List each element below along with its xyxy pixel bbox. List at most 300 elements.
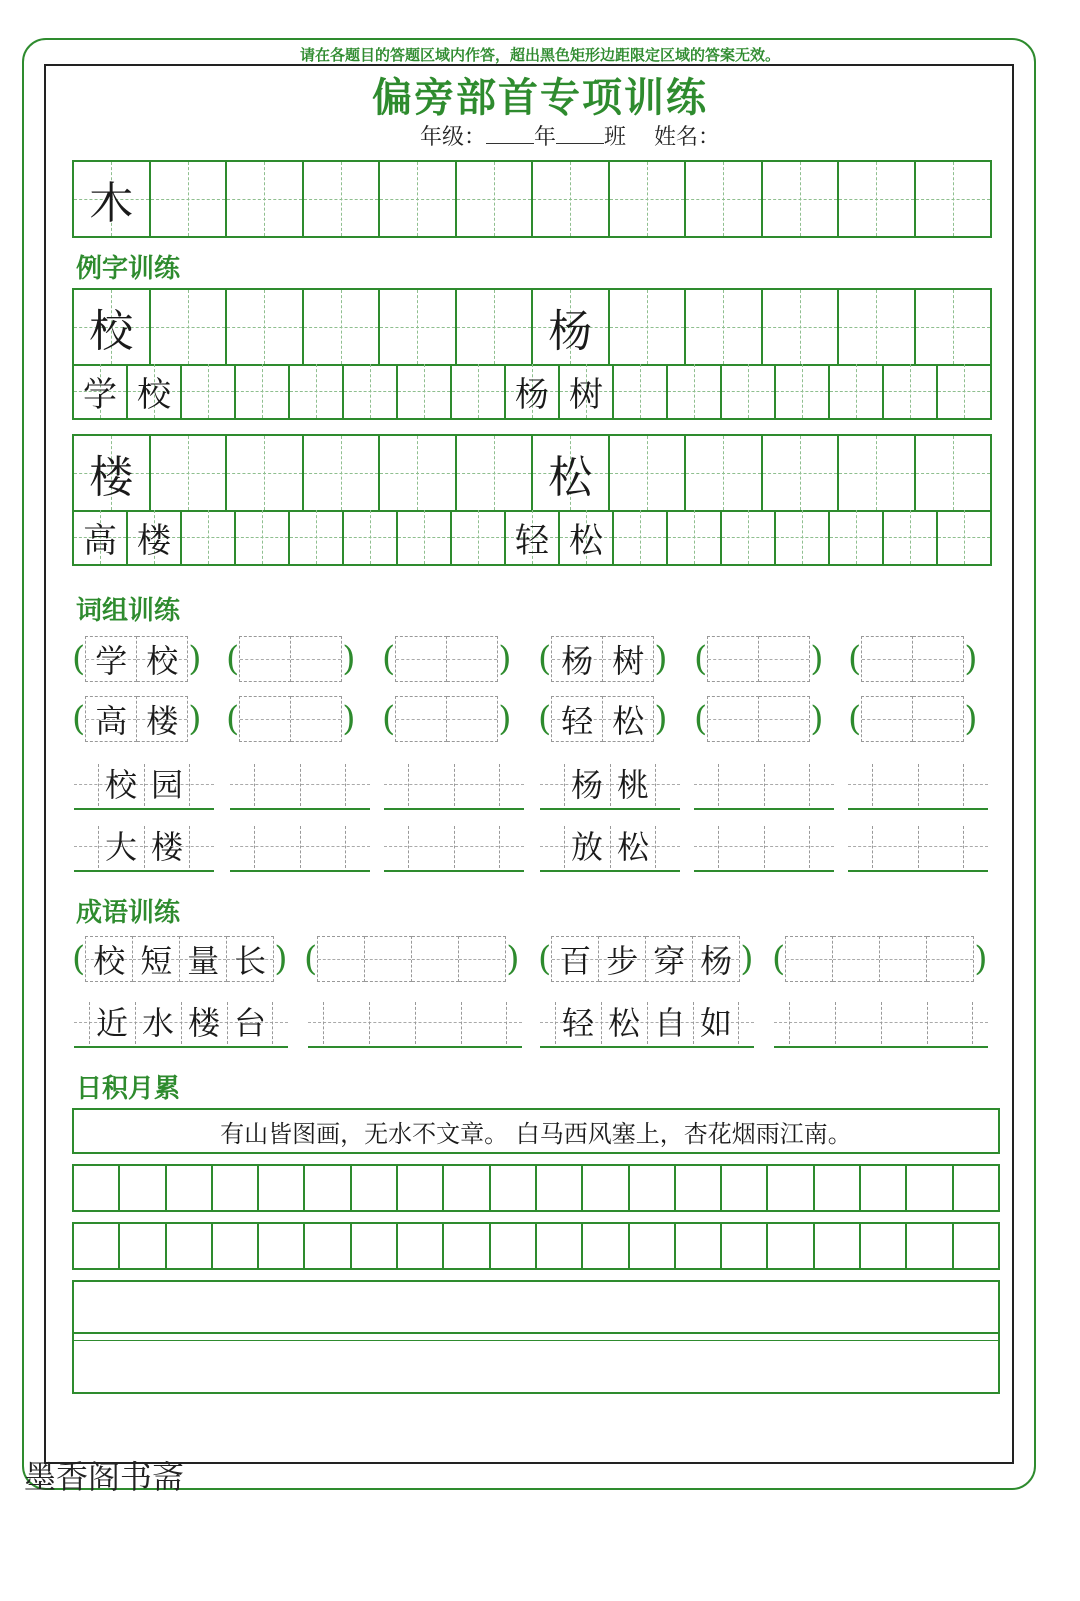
grid-cell-empty[interactable] xyxy=(533,162,610,236)
blank-char-box[interactable] xyxy=(447,636,498,682)
word-char-text: 高 xyxy=(95,702,128,740)
blank-char-box[interactable] xyxy=(291,636,342,682)
idiom-paren-group xyxy=(72,934,288,984)
grid-cell-empty[interactable] xyxy=(884,510,938,564)
left-paren: ( xyxy=(382,639,396,679)
blank-char-box[interactable] xyxy=(759,696,810,742)
copy-grid-cell[interactable] xyxy=(954,1224,1000,1268)
cell-char: 松 xyxy=(548,452,593,503)
grid-cell-empty[interactable] xyxy=(722,364,776,418)
copy-grid-cell[interactable] xyxy=(305,1166,351,1210)
word-char-text: 桃 xyxy=(616,766,649,804)
grid-cell-empty[interactable] xyxy=(916,436,993,510)
grid-cell-empty[interactable] xyxy=(839,290,916,364)
copy-grid-cell[interactable] xyxy=(120,1166,166,1210)
word-char-text: 学 xyxy=(95,642,128,680)
left-paren: ( xyxy=(538,699,552,739)
blank-char-box[interactable] xyxy=(759,636,810,682)
underline-char-box xyxy=(181,998,227,1044)
blank-char-box[interactable] xyxy=(239,696,291,742)
word-char xyxy=(85,696,137,742)
idiom-underline-blank[interactable] xyxy=(774,998,988,1048)
grid-cell-empty[interactable] xyxy=(610,436,687,510)
blank-char-box[interactable] xyxy=(317,936,365,982)
word-char-text: 校 xyxy=(146,642,179,680)
blank-char-box[interactable] xyxy=(447,696,498,742)
word-char-text: 校 xyxy=(104,766,137,804)
underline-char-box[interactable] xyxy=(764,760,810,806)
underline-blank[interactable] xyxy=(694,822,834,872)
name-label: 姓名： xyxy=(654,125,721,150)
grid-cell-empty[interactable] xyxy=(227,162,304,236)
cell-char: 木 xyxy=(89,178,134,229)
grid-cell-empty[interactable] xyxy=(182,510,236,564)
grid-cell-empty[interactable] xyxy=(830,364,884,418)
grid-cell-char xyxy=(74,510,128,564)
underline-char-box[interactable] xyxy=(872,760,918,806)
grid-cell-empty[interactable] xyxy=(610,290,687,364)
example-word-row xyxy=(72,364,992,420)
underline-char-box[interactable] xyxy=(454,822,500,868)
right-paren: ) xyxy=(964,699,978,739)
paren-word-group[interactable] xyxy=(848,634,978,684)
word-char xyxy=(137,696,188,742)
copy-grid-cell[interactable] xyxy=(167,1166,213,1210)
grid-cell-empty[interactable] xyxy=(776,364,830,418)
underline-char-box[interactable] xyxy=(718,822,764,868)
grade-label: 年级： xyxy=(420,125,487,150)
underline-blank[interactable] xyxy=(230,760,370,810)
grid-cell-empty[interactable] xyxy=(304,290,381,364)
underline-char-box[interactable] xyxy=(254,760,300,806)
underline-blank[interactable] xyxy=(384,760,524,810)
left-paren: ( xyxy=(72,939,86,979)
underline-char-box[interactable] xyxy=(764,822,810,868)
grid-cell-empty[interactable] xyxy=(763,290,840,364)
underline-char-box xyxy=(693,998,739,1044)
grid-cell-char xyxy=(74,162,151,236)
idiom-char-text: 楼 xyxy=(187,1004,220,1042)
idiom-underline-blank[interactable] xyxy=(308,998,522,1048)
grid-cell-empty[interactable] xyxy=(916,290,993,364)
idiom-paren-row xyxy=(72,934,992,984)
underline-char-box[interactable] xyxy=(872,822,918,868)
example-char-row xyxy=(72,288,992,366)
idiom-char xyxy=(227,936,274,982)
grid-cell-char xyxy=(506,510,560,564)
left-paren: ( xyxy=(538,939,552,979)
paren-word-group xyxy=(538,694,668,744)
copy-grid-cell[interactable] xyxy=(861,1166,907,1210)
left-paren: ( xyxy=(772,939,786,979)
underline-char-box[interactable] xyxy=(454,760,500,806)
grid-cell-char xyxy=(560,510,614,564)
underline-char-box xyxy=(564,760,610,806)
grid-cell-empty[interactable] xyxy=(380,162,457,236)
writing-lines[interactable] xyxy=(72,1280,1000,1394)
blank-char-box[interactable] xyxy=(927,936,974,982)
underline-char-box xyxy=(647,998,693,1044)
blank-char-box[interactable] xyxy=(239,636,291,682)
copy-grid-cell[interactable] xyxy=(954,1166,1000,1210)
grid-cell-char xyxy=(74,290,151,364)
student-info xyxy=(420,120,720,151)
copy-grid-cell[interactable] xyxy=(305,1224,351,1268)
word-char-text: 杨 xyxy=(570,766,603,804)
grid-cell-empty[interactable] xyxy=(151,436,228,510)
left-paren: ( xyxy=(226,699,240,739)
right-paren: ) xyxy=(974,939,988,979)
watermark-text: 墨香阁书斋 xyxy=(24,1458,185,1496)
copy-grid-cell[interactable] xyxy=(768,1166,814,1210)
grid-cell-empty[interactable] xyxy=(290,510,344,564)
underline-char-box[interactable] xyxy=(835,998,881,1044)
grid-cell-char xyxy=(506,364,560,418)
idiom-char xyxy=(599,936,646,982)
underline-char-box xyxy=(610,760,656,806)
copy-grid-cell[interactable] xyxy=(167,1224,213,1268)
right-paren: ) xyxy=(654,699,668,739)
grid-cell-empty[interactable] xyxy=(938,510,992,564)
grid-cell-empty[interactable] xyxy=(839,162,916,236)
copy-grid-cell[interactable] xyxy=(213,1166,259,1210)
underline-char-box[interactable] xyxy=(254,822,300,868)
paren-word-row xyxy=(72,634,992,684)
grid-cell-empty[interactable] xyxy=(884,364,938,418)
blank-char-box[interactable] xyxy=(785,936,833,982)
underline-char-box[interactable] xyxy=(408,760,454,806)
copy-grid-cell[interactable] xyxy=(352,1224,398,1268)
right-paren: ) xyxy=(188,639,202,679)
grid-cell-char xyxy=(128,364,182,418)
underline-char-box[interactable] xyxy=(918,822,964,868)
idiom-char-text: 校 xyxy=(93,942,126,980)
grid-cell-empty[interactable] xyxy=(227,290,304,364)
grid-cell-empty[interactable] xyxy=(686,290,763,364)
cell-char: 楼 xyxy=(137,520,171,561)
grid-cell-empty[interactable] xyxy=(614,364,668,418)
example-word-row xyxy=(72,510,992,566)
blank-char-box[interactable] xyxy=(913,696,964,742)
word-char-text: 放 xyxy=(570,828,603,866)
grid-cell-empty[interactable] xyxy=(916,162,993,236)
copy-grid-cell[interactable] xyxy=(630,1166,676,1210)
underline-blank[interactable] xyxy=(848,822,988,872)
copy-grid-cell[interactable] xyxy=(398,1166,444,1210)
copy-grid-cell[interactable] xyxy=(491,1166,537,1210)
grid-cell-empty[interactable] xyxy=(227,436,304,510)
radical-practice-row xyxy=(72,160,992,238)
idiom-char xyxy=(133,936,180,982)
idiom-char-text: 杨 xyxy=(700,942,733,980)
word-char xyxy=(85,636,137,682)
word-char-text: 松 xyxy=(612,702,645,740)
copy-grid-row-1 xyxy=(72,1164,1000,1212)
underline-char-box xyxy=(601,998,647,1044)
section-example-title: 例字训练 xyxy=(76,254,181,284)
idiom-char-text: 自 xyxy=(653,1004,686,1042)
underline-char-box xyxy=(610,822,656,868)
blank-char-box[interactable] xyxy=(880,936,927,982)
copy-grid-cell[interactable] xyxy=(722,1224,768,1268)
copy-grid-cell[interactable] xyxy=(907,1166,953,1210)
word-char xyxy=(603,636,654,682)
word-char-text: 树 xyxy=(612,642,645,680)
grid-cell-empty[interactable] xyxy=(236,364,290,418)
copy-grid-row-2 xyxy=(72,1222,1000,1270)
grid-cell-empty[interactable] xyxy=(380,290,457,364)
year-label: 年 xyxy=(534,125,557,150)
underline-char-box[interactable] xyxy=(461,998,507,1044)
underline-char-box[interactable] xyxy=(927,998,973,1044)
grid-cell-empty[interactable] xyxy=(722,510,776,564)
underline-char-box[interactable] xyxy=(300,822,346,868)
left-paren: ( xyxy=(848,699,862,739)
underline-char-box[interactable] xyxy=(789,998,835,1044)
cell-char: 杨 xyxy=(548,306,593,357)
copy-grid-cell[interactable] xyxy=(676,1166,722,1210)
idiom-char-text: 近 xyxy=(95,1004,128,1042)
idiom-char-text: 步 xyxy=(606,942,639,980)
idiom-paren-group[interactable] xyxy=(772,934,988,984)
paren-word-group[interactable] xyxy=(694,694,824,744)
cell-char: 树 xyxy=(569,374,603,415)
right-paren: ) xyxy=(654,639,668,679)
copy-grid-cell[interactable] xyxy=(120,1224,166,1268)
idiom-char-text: 穿 xyxy=(653,942,686,980)
blank-char-box[interactable] xyxy=(395,696,447,742)
underline-char-box xyxy=(144,760,190,806)
left-paren: ( xyxy=(382,699,396,739)
cell-char: 松 xyxy=(569,520,603,561)
cell-char: 校 xyxy=(137,374,171,415)
copy-grid-cell[interactable] xyxy=(213,1224,259,1268)
grid-cell-empty[interactable] xyxy=(344,510,398,564)
grid-cell-char xyxy=(128,510,182,564)
idiom-char xyxy=(85,936,133,982)
grid-cell-empty[interactable] xyxy=(776,510,830,564)
grid-cell-empty[interactable] xyxy=(938,364,992,418)
blank-char-box[interactable] xyxy=(861,696,913,742)
underline-char-box[interactable] xyxy=(415,998,461,1044)
grid-cell-empty[interactable] xyxy=(830,510,884,564)
cell-char: 轻 xyxy=(515,520,549,561)
idiom-char-text: 量 xyxy=(187,942,220,980)
idiom-char-text: 水 xyxy=(141,1004,174,1042)
copy-grid-cell[interactable] xyxy=(259,1224,305,1268)
copy-grid-cell[interactable] xyxy=(398,1224,444,1268)
paren-word-group[interactable] xyxy=(382,694,512,744)
grid-cell-empty[interactable] xyxy=(304,162,381,236)
grid-cell-char xyxy=(560,364,614,418)
underline-word xyxy=(540,760,680,810)
underline-char-box[interactable] xyxy=(718,760,764,806)
copy-grid-cell[interactable] xyxy=(583,1224,629,1268)
notice-text: 请在各题目的答题区域内作答，超出黑色矩形边距限定区域的答案无效。 xyxy=(299,46,780,64)
copy-grid-cell[interactable] xyxy=(352,1166,398,1210)
underline-word xyxy=(74,822,214,872)
grid-cell-empty[interactable] xyxy=(398,510,452,564)
blank-char-box[interactable] xyxy=(707,696,759,742)
copy-grid-cell[interactable] xyxy=(444,1224,490,1268)
poem-box: 有山皆图画，无水不文章。 白马西风塞上，杏花烟雨江南。 xyxy=(72,1108,1000,1154)
underline-char-box xyxy=(227,998,273,1044)
grid-cell-empty[interactable] xyxy=(182,364,236,418)
blank-char-box[interactable] xyxy=(913,636,964,682)
idiom-char xyxy=(551,936,599,982)
grid-cell-empty[interactable] xyxy=(763,162,840,236)
blank-char-box[interactable] xyxy=(291,696,342,742)
grid-cell-empty[interactable] xyxy=(614,510,668,564)
underline-char-box[interactable] xyxy=(408,822,454,868)
word-char-text: 楼 xyxy=(150,828,183,866)
copy-grid-cell[interactable] xyxy=(722,1166,768,1210)
underline-word xyxy=(540,822,680,872)
grid-cell-empty[interactable] xyxy=(610,162,687,236)
blank-char-box[interactable] xyxy=(395,636,447,682)
grid-cell-empty[interactable] xyxy=(457,162,534,236)
grid-cell-empty[interactable] xyxy=(452,364,506,418)
grade-blank[interactable] xyxy=(486,125,534,144)
class-blank[interactable] xyxy=(556,125,604,144)
copy-grid-cell[interactable] xyxy=(676,1224,722,1268)
grid-cell-empty[interactable] xyxy=(457,436,534,510)
copy-grid-cell[interactable] xyxy=(74,1166,120,1210)
grid-cell-empty[interactable] xyxy=(151,290,228,364)
underline-char-box[interactable] xyxy=(300,760,346,806)
copy-grid-cell[interactable] xyxy=(815,1166,861,1210)
right-paren: ) xyxy=(274,939,288,979)
left-paren: ( xyxy=(694,639,708,679)
underline-blank[interactable] xyxy=(384,822,524,872)
grid-cell-empty[interactable] xyxy=(457,290,534,364)
blank-char-box[interactable] xyxy=(861,636,913,682)
grid-cell-empty[interactable] xyxy=(344,364,398,418)
page-title: 偏旁部首专项训练 xyxy=(372,74,708,121)
idiom-char-text: 台 xyxy=(233,1004,266,1042)
grid-cell-empty[interactable] xyxy=(398,364,452,418)
idiom-underline xyxy=(74,998,288,1048)
underline-char-box[interactable] xyxy=(881,998,927,1044)
grid-cell-empty[interactable] xyxy=(668,364,722,418)
underline-char-box[interactable] xyxy=(369,998,415,1044)
copy-grid-cell[interactable] xyxy=(861,1224,907,1268)
idiom-char-text: 轻 xyxy=(561,1004,594,1042)
grid-cell-empty[interactable] xyxy=(290,364,344,418)
cell-char: 杨 xyxy=(515,374,549,415)
cell-char: 学 xyxy=(83,374,117,415)
underline-char-box[interactable] xyxy=(918,760,964,806)
blank-char-box[interactable] xyxy=(412,936,459,982)
paren-word-group[interactable] xyxy=(848,694,978,744)
grid-cell-empty[interactable] xyxy=(304,436,381,510)
right-paren: ) xyxy=(740,939,754,979)
grid-cell-empty[interactable] xyxy=(452,510,506,564)
grid-cell-empty[interactable] xyxy=(668,510,722,564)
grid-cell-empty[interactable] xyxy=(686,162,763,236)
word-char-text: 园 xyxy=(150,766,183,804)
idiom-char xyxy=(646,936,693,982)
word-char-text: 松 xyxy=(616,828,649,866)
underline-blank[interactable] xyxy=(694,760,834,810)
right-paren: ) xyxy=(810,639,824,679)
grid-cell-char xyxy=(74,364,128,418)
paren-word-group[interactable] xyxy=(226,634,356,684)
copy-grid-cell[interactable] xyxy=(491,1224,537,1268)
blank-char-box[interactable] xyxy=(707,636,759,682)
grid-cell-empty[interactable] xyxy=(686,436,763,510)
blank-char-box[interactable] xyxy=(459,936,506,982)
copy-grid-cell[interactable] xyxy=(907,1224,953,1268)
idiom-char-text: 松 xyxy=(607,1004,640,1042)
right-paren: ) xyxy=(498,639,512,679)
grid-cell-empty[interactable] xyxy=(839,436,916,510)
underline-char-box xyxy=(98,760,144,806)
copy-grid-cell[interactable] xyxy=(537,1224,583,1268)
idiom-char-text: 短 xyxy=(140,942,173,980)
paren-word-group xyxy=(538,634,668,684)
underline-blank[interactable] xyxy=(848,760,988,810)
underline-char-box xyxy=(135,998,181,1044)
copy-grid-cell[interactable] xyxy=(537,1166,583,1210)
copy-grid-cell[interactable] xyxy=(259,1166,305,1210)
right-paren: ) xyxy=(810,699,824,739)
copy-grid-cell[interactable] xyxy=(630,1224,676,1268)
left-paren: ( xyxy=(304,939,318,979)
underline-char-box xyxy=(564,822,610,868)
grid-cell-empty[interactable] xyxy=(380,436,457,510)
paren-word-group xyxy=(72,694,202,744)
left-paren: ( xyxy=(848,639,862,679)
grid-cell-empty[interactable] xyxy=(763,436,840,510)
grid-cell-empty[interactable] xyxy=(236,510,290,564)
grid-cell-empty[interactable] xyxy=(151,162,228,236)
copy-grid-cell[interactable] xyxy=(74,1224,120,1268)
idiom-char xyxy=(180,936,227,982)
left-paren: ( xyxy=(538,639,552,679)
copy-grid-cell[interactable] xyxy=(768,1224,814,1268)
section-words-title: 词组训练 xyxy=(76,596,181,626)
blank-char-box[interactable] xyxy=(833,936,880,982)
right-paren: ) xyxy=(342,699,356,739)
right-paren: ) xyxy=(342,639,356,679)
paren-word-group[interactable] xyxy=(694,634,824,684)
right-paren: ) xyxy=(964,639,978,679)
copy-grid-cell[interactable] xyxy=(444,1166,490,1210)
underline-blank[interactable] xyxy=(230,822,370,872)
cell-char: 高 xyxy=(83,520,117,561)
paren-word-row xyxy=(72,694,992,744)
left-paren: ( xyxy=(694,699,708,739)
left-paren: ( xyxy=(72,699,86,739)
blank-char-box[interactable] xyxy=(365,936,412,982)
idiom-paren-group[interactable] xyxy=(304,934,520,984)
section-idioms-title: 成语训练 xyxy=(76,898,181,928)
paren-word-group[interactable] xyxy=(382,634,512,684)
copy-grid-cell[interactable] xyxy=(583,1166,629,1210)
section-daily-title: 日积月累 xyxy=(76,1074,181,1104)
idiom-char xyxy=(693,936,740,982)
class-label: 班 xyxy=(604,125,627,150)
word-char xyxy=(603,696,654,742)
right-paren: ) xyxy=(188,699,202,739)
idiom-char-text: 百 xyxy=(559,942,592,980)
copy-grid-cell[interactable] xyxy=(815,1224,861,1268)
underline-char-box[interactable] xyxy=(323,998,369,1044)
paren-word-group[interactable] xyxy=(226,694,356,744)
underline-char-box xyxy=(144,822,190,868)
word-char-text: 楼 xyxy=(146,702,179,740)
